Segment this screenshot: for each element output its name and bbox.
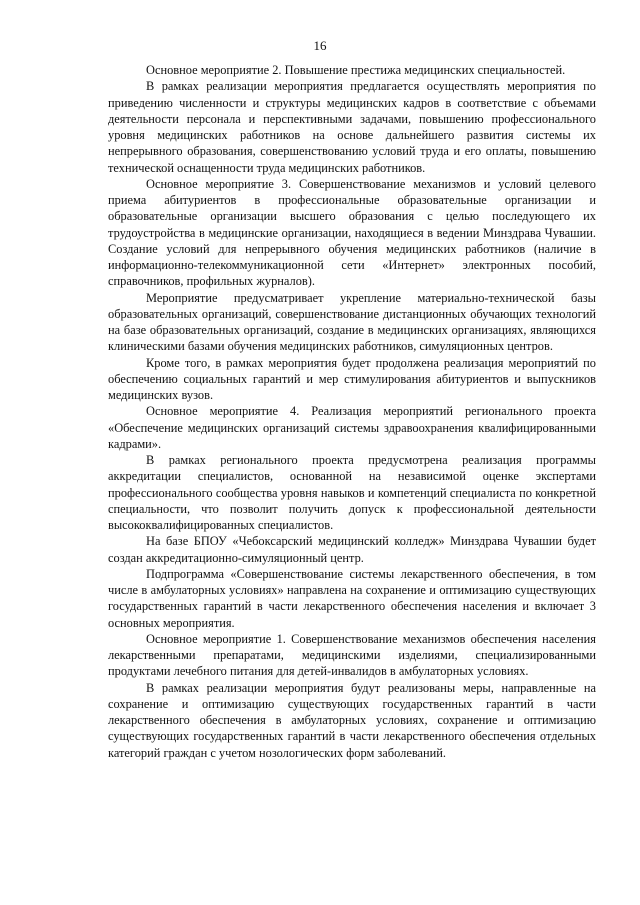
paragraph-subprogram-main-activity-1: Основное мероприятие 1. Совершенствование механизмов обеспечения населения лекарственными препаратами, медицинскими изделиями, специализированными продуктами лечебного питания для детей-инвалидов в амбулаторных условиях. (108, 631, 596, 679)
paragraph-activity-3-social-guarantees: Кроме того, в рамках мероприятия будет продолжена реализация мероприятий по обеспечению социальных гарантий и мер стимулирования абитуриентов и выпускников медицинских вузов. (108, 355, 596, 402)
paragraph-main-activity-2: Основное мероприятие 2. Повышение престижа медицинских специальностей. (146, 63, 566, 77)
paragraph-simulation-center: На базе БПОУ «Чебоксарский медицинский колледж» Минздрава Чувашии будет создан аккредитационно-симуляционный центр. (108, 534, 596, 565)
paragraph-subprogram-drug-supply: Подпрограмма «Совершенствование системы лекарственного обеспечения, в том числе в амбулаторных условиях» направлена на сохранение и оптимизацию существующих государственных гарантий в части лекарственного обеспечения населения и включает 3 основных мероприятия. (108, 566, 596, 630)
document-body (108, 62, 596, 761)
paragraph-main-activity-4: Основное мероприятие 4. Реализация мероприятий регионального проекта «Обеспечение медицинских организаций системы здравоохранения квалифицированными кадрами». (108, 404, 596, 451)
paragraph-activity-2-details: В рамках реализации мероприятия предлагается осуществлять мероприятия по приведению численности и структуры медицинских кадров в соответствие с объемами деятельности персонала и перспективными задачами, повышению профессионального уровня медицинских работников на основе дальнейшего развития системы их непрерывного образования, совершенствованию условий труда и его оплаты, повышению технической оснащенности труда медицинских работников. (108, 79, 596, 175)
paragraph-activity-3-details: Мероприятие предусматривает укрепление материально-технической базы образовательных организаций, совершенствование дистанционных обучающих технологий на базе образовательных организаций, создание в медицинских организациях, являющихся клиническими базами обучения медицинских работников, симуляционных центров. (108, 290, 596, 354)
paragraph-main-activity-3: Основное мероприятие 3. Совершенствование механизмов и условий целевого приема абитуриентов в профессиональные образовательные организации и образовательные организации высшего образования с целью последующего их трудоустройства в медицинские организации, находящиеся в ведении Минздрава Чувашии. Создание условий для непрерывного обучения медицинских работников (наличие в информационно-телекоммуникационной сети «Интернет» электронных пособий, справочников, профильных журналов). (108, 176, 596, 289)
paragraph-subprogram-activity-1-details: В рамках реализации мероприятия будут реализованы меры, направленные на сохранение и оптимизацию существующих государственных гарантий в части лекарственного обеспечения в амбулаторных условиях, сохранение и оптимизацию существующих государственных гарантий в части лекарственного обеспечения отдельных категорий граждан с учетом нозологических форм заболеваний. (108, 680, 596, 760)
paragraph-accreditation-program: В рамках регионального проекта предусмотрена реализация программы аккредитации специалистов, основанной на независимой оценке экспертами профессионального сообщества уровня навыков и компетенций специалиста по конкретной специальности, что позволит получить допуск к профессиональной деятельности высококвалифицированных специалистов. (108, 453, 596, 532)
page-number: 16 (313, 38, 327, 53)
